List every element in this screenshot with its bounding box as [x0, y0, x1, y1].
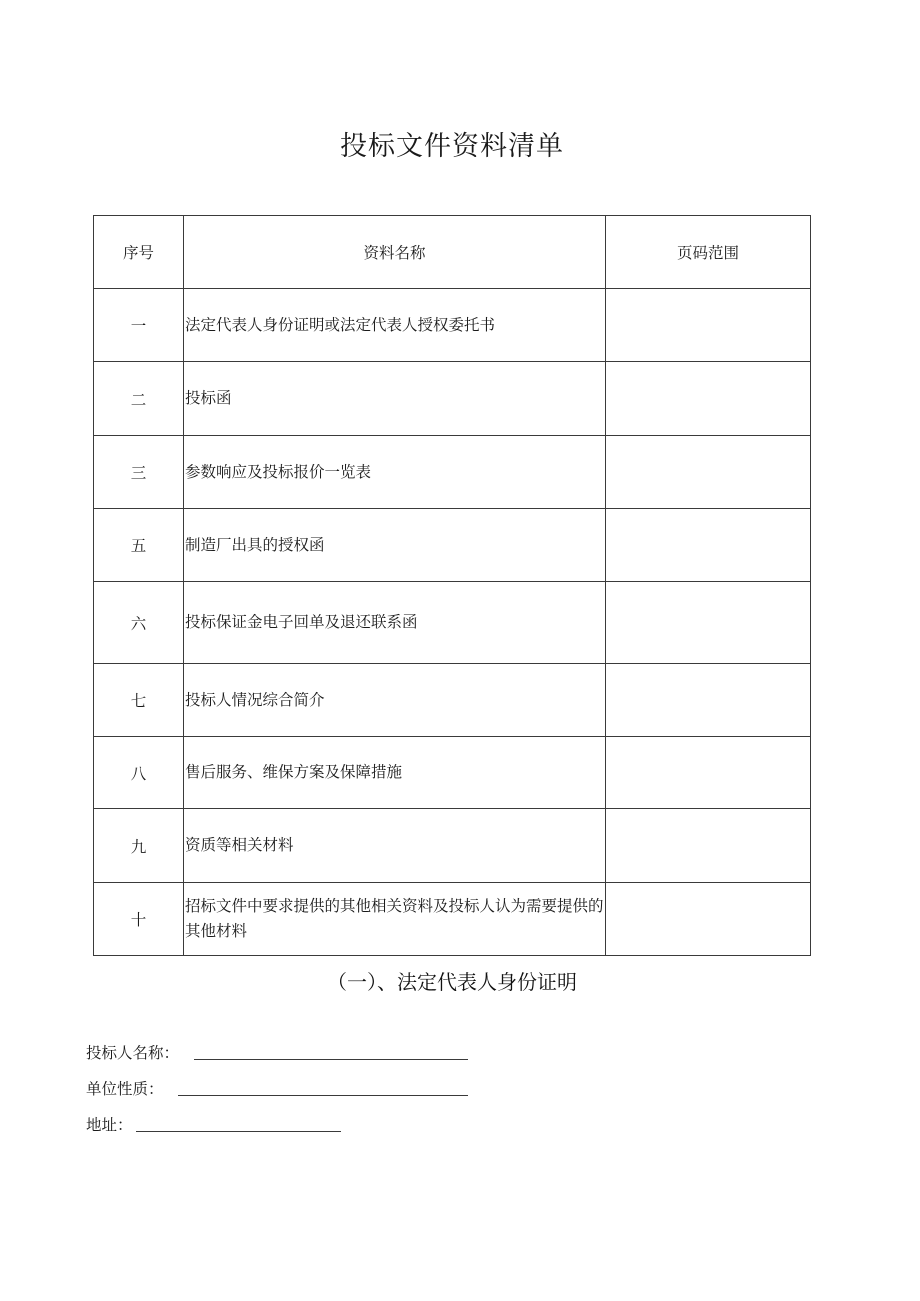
document-title: 投标文件资料清单: [340, 131, 564, 162]
row-name: 售后服务、维保方案及保障措施: [184, 737, 606, 809]
table-row: [94, 883, 811, 956]
header-pages: 页码范围: [606, 216, 811, 289]
row-name: 投标人情况综合简介: [184, 664, 606, 737]
row-seq: 七: [94, 664, 184, 737]
address-field: [86, 1113, 133, 1135]
bidder-name-field: [86, 1041, 179, 1063]
row-seq: 三: [94, 436, 184, 509]
row-name: 制造厂出具的授权函: [184, 509, 606, 582]
row-seq: 十: [94, 883, 184, 956]
materials-table: [93, 215, 811, 956]
table-row: [94, 664, 811, 737]
row-pages: [606, 883, 811, 956]
row-pages: [606, 664, 811, 737]
row-name: 投标保证金电子回单及退还联系函: [184, 582, 606, 664]
unit-nature-label: 单位性质：: [86, 1080, 164, 1098]
row-seq: 六: [94, 582, 184, 664]
row-name: 法定代表人身份证明或法定代表人授权委托书: [184, 289, 606, 362]
unit-nature-field: [86, 1077, 164, 1099]
address-blank[interactable]: [136, 1131, 341, 1132]
row-pages: [606, 289, 811, 362]
section-heading: （一）、法定代表人身份证明: [327, 970, 577, 994]
table-row: [94, 509, 811, 582]
table-row: [94, 436, 811, 509]
row-seq: 九: [94, 809, 184, 883]
row-pages: [606, 436, 811, 509]
row-seq: 五: [94, 509, 184, 582]
row-name: 资质等相关材料: [184, 809, 606, 883]
table-row: [94, 289, 811, 362]
row-seq: 二: [94, 362, 184, 436]
bidder-name-blank[interactable]: [194, 1059, 468, 1060]
row-name: 招标文件中要求提供的其他相关资料及投标人认为需要提供的其他材料: [184, 883, 606, 956]
table-row: [94, 809, 811, 883]
row-seq: 八: [94, 737, 184, 809]
table-row: [94, 362, 811, 436]
row-pages: [606, 362, 811, 436]
table-row: [94, 737, 811, 809]
table-row: [94, 582, 811, 664]
header-name: 资料名称: [184, 216, 606, 289]
table-header-row: [94, 216, 811, 289]
row-name: 参数响应及投标报价一览表: [184, 436, 606, 509]
address-label: 地址：: [86, 1116, 133, 1134]
row-pages: [606, 809, 811, 883]
row-seq: 一: [94, 289, 184, 362]
header-seq: 序号: [94, 216, 184, 289]
row-pages: [606, 737, 811, 809]
unit-nature-blank[interactable]: [178, 1095, 468, 1096]
row-name: 投标函: [184, 362, 606, 436]
row-pages: [606, 582, 811, 664]
row-pages: [606, 509, 811, 582]
bidder-name-label: 投标人名称：: [86, 1044, 180, 1062]
